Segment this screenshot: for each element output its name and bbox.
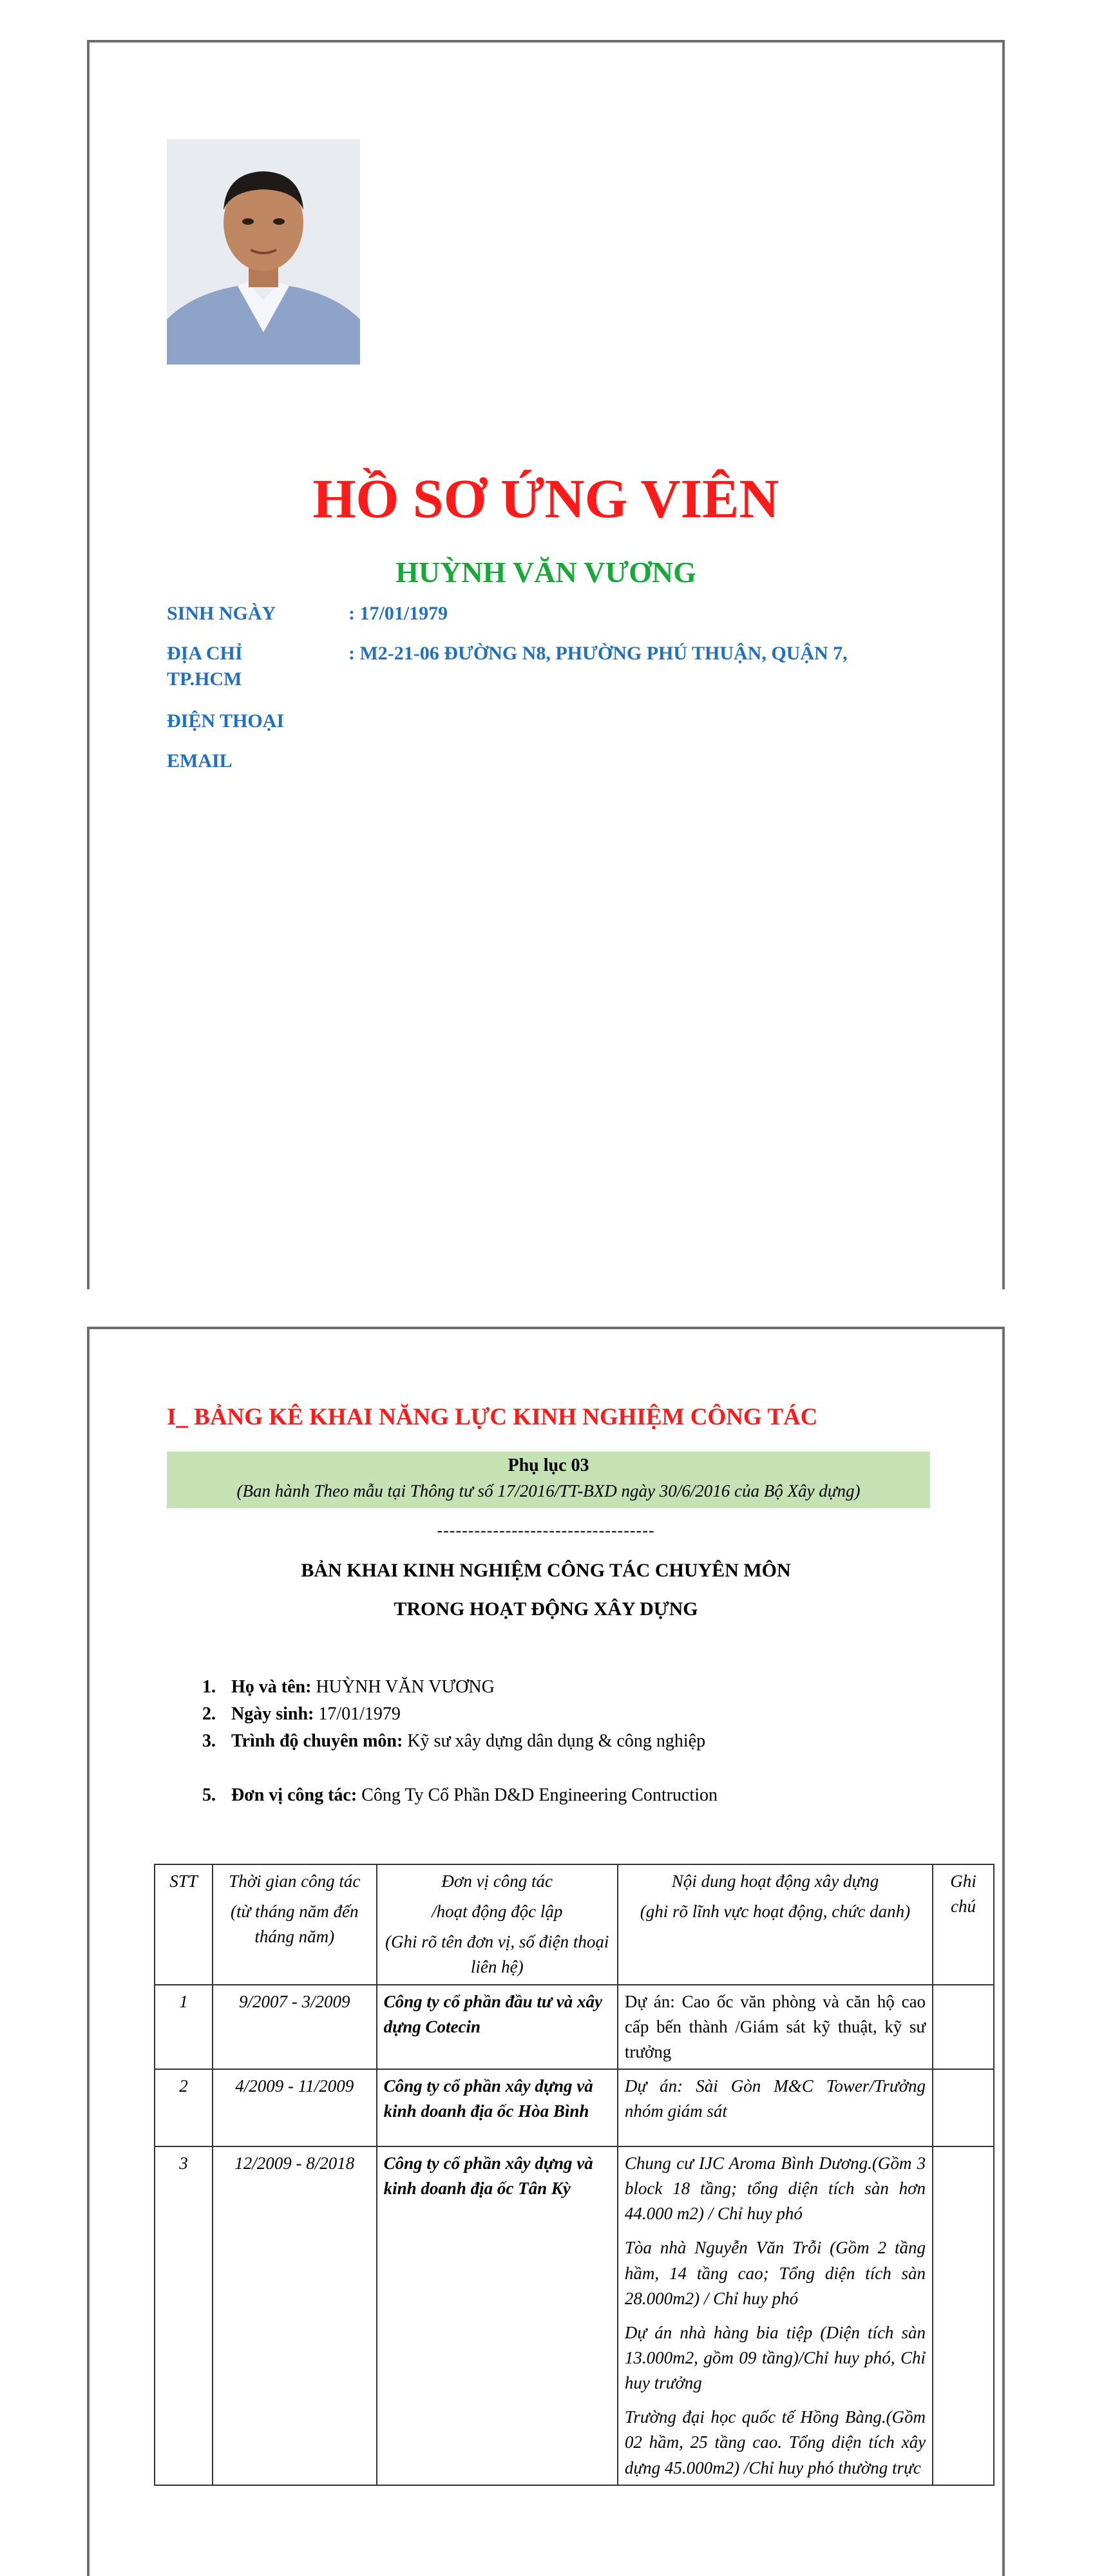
- header-time: [213, 1864, 377, 1985]
- candidate-name: HUỲNH VĂN VƯƠNG: [395, 556, 696, 589]
- personal-info-item: [202, 1785, 718, 1806]
- candidate-photo: [167, 139, 360, 365]
- document-heading-line1: BẢN KHAI KINH NGHIỆM CÔNG TÁC CHUYÊN MÔN: [301, 1560, 791, 1581]
- header-org: [377, 1864, 618, 1985]
- cell-time: 12/2009 - 8/2018: [213, 2146, 377, 2485]
- field-value-continued: TP.HCM: [167, 668, 242, 690]
- header-content-sub: (ghi rõ lĩnh vực hoạt động, chức danh): [640, 1902, 911, 1922]
- content-line: Tòa nhà Nguyễn Văn Trỗi (Gồm 2 tầng hầm, 14 tầng cao; Tổng diện tích sàn 28.000m2) / Chỉ huy phó: [624, 2238, 926, 2308]
- header-note: Ghi chú: [933, 1864, 994, 1985]
- appendix-banner: [167, 1452, 930, 1508]
- personal-info-item: [202, 1704, 401, 1725]
- field-label: EMAIL: [167, 750, 233, 772]
- field-value: : M2-21-06 ĐƯỜNG N8, PHƯỜNG PHÚ THUẬN, QUẬN 7,: [348, 643, 848, 664]
- cell-stt: 3: [155, 2146, 213, 2485]
- section-title: I_ BẢNG KÊ KHAI NĂNG LỰC KINH NGHIỆM CÔNG TÁC: [167, 1404, 818, 1430]
- header-time-sub: (từ tháng năm đến tháng năm): [231, 1902, 359, 1947]
- item-value: 17/01/1979: [314, 1704, 401, 1724]
- item-value: Công Ty Cổ Phần D&D Engineering Contruction: [357, 1785, 718, 1805]
- document-heading-line2: TRONG HOẠT ĐỘNG XÂY DỰNG: [394, 1598, 698, 1620]
- header-content-label: Nội dung hoạt động xây dựng: [671, 1871, 879, 1891]
- field-value: : 17/01/1979: [348, 603, 448, 624]
- item-number: 3.: [202, 1731, 216, 1751]
- cell-stt: 2: [155, 2069, 213, 2146]
- cell-note: [933, 2069, 994, 2146]
- item-key: Trình độ chuyên môn:: [231, 1731, 403, 1751]
- item-value: HUỲNH VĂN VƯƠNG: [311, 1677, 495, 1697]
- cell-content: [618, 1985, 933, 2069]
- item-key: Họ và tên:: [231, 1677, 312, 1697]
- page-title: HỒ SƠ ỨNG VIÊN: [312, 468, 779, 529]
- portrait-image: [167, 139, 360, 365]
- field-label: SINH NGÀY: [167, 603, 276, 624]
- cell-org: Công ty cổ phần xây dựng và kinh doanh địa ốc Hòa Bình: [377, 2069, 618, 2146]
- item-key: Đơn vị công tác:: [231, 1785, 357, 1805]
- cell-note: [933, 2146, 994, 2485]
- appendix-subtitle: (Ban hành Theo mẫu tại Thông tư số 17/2016/TT-BXD ngày 30/6/2016 của Bộ Xây dựng): [236, 1481, 861, 1501]
- content-line: Dự án: Sài Gòn M&C Tower/Trưởng nhóm giám sát: [624, 2076, 926, 2121]
- content-line: Trường đại học quốc tế Hồng Bàng.(Gồm 02 hầm, 25 tầng cao. Tổng diện tích xây dựng 45.000m2) /Chỉ huy phó thường trực: [624, 2407, 926, 2477]
- item-key: Ngày sinh:: [231, 1704, 314, 1724]
- field-label: ĐỊA CHỈ: [167, 643, 243, 664]
- table-row: [155, 2069, 994, 2146]
- table-header-row: [155, 1864, 994, 1985]
- appendix-title: Phụ lục 03: [508, 1455, 589, 1475]
- header-org-label: Đơn vị công tác: [441, 1871, 553, 1891]
- item-number: 2.: [202, 1704, 216, 1724]
- table-row: [155, 2146, 994, 2485]
- cell-content: [618, 2069, 933, 2146]
- header-content: [618, 1864, 933, 1985]
- personal-info-item: [202, 1731, 705, 1752]
- profile-page: [87, 40, 1005, 1289]
- item-number: 5.: [202, 1785, 216, 1805]
- header-time-label: Thời gian công tác: [229, 1871, 361, 1891]
- dash-separator: -----------------------------------: [437, 1521, 655, 1540]
- header-org-sub1: /hoạt động độc lập: [432, 1902, 563, 1922]
- cell-org: Công ty cổ phần xây dựng và kinh doanh địa ốc Tân Kỳ: [377, 2146, 618, 2485]
- experience-page: [87, 1327, 1005, 2576]
- field-label: ĐIỆN THOẠI: [167, 710, 284, 732]
- cell-org: Công ty cổ phần đầu tư và xây dựng Cotecin: [377, 1985, 618, 2069]
- table-row: [155, 1985, 994, 2069]
- cell-content: [618, 2146, 933, 2485]
- cell-stt: 1: [155, 1985, 213, 2069]
- cell-time: 9/2007 - 3/2009: [213, 1985, 377, 2069]
- header-stt: STT: [155, 1864, 213, 1985]
- content-line: Chung cư IJC Aroma Bình Dương.(Gồm 3 block 18 tầng; tổng diện tích sàn hơn 44.000 m2) / Chỉ huy phó: [624, 2153, 926, 2224]
- content-line: Dự án nhà hàng bia tiệp (Diện tích sàn 13.000m2, gồm 09 tầng)/Chỉ huy phó, Chỉ huy trưởng: [624, 2322, 926, 2393]
- cell-time: 4/2009 - 11/2009: [213, 2069, 377, 2146]
- personal-info-item: [202, 1677, 495, 1698]
- item-value: Kỹ sư xây dựng dân dụng & công nghiệp: [403, 1731, 706, 1751]
- header-org-sub2: (Ghi rõ tên đơn vị, số điện thoại liên hệ): [385, 1932, 609, 1977]
- content-line: Dự án: Cao ốc văn phòng và căn hộ cao cấp bến thành /Giám sát kỹ thuật, kỹ sư trưởng: [624, 1991, 926, 2061]
- item-number: 1.: [202, 1677, 216, 1697]
- cell-note: [933, 1985, 994, 2069]
- experience-table: [154, 1864, 995, 2486]
